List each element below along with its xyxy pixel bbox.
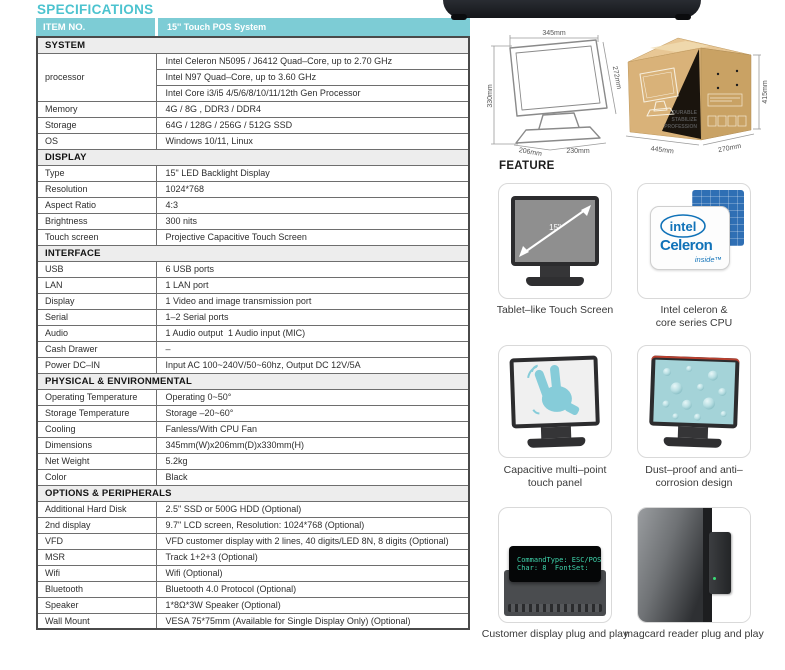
vfd-text-line2: Char: 8 FontSet: [517, 564, 589, 572]
spec-value: 345mm(W)x206mm(D)x330mm(H) [156, 437, 469, 453]
feature-card-dustproof [637, 345, 751, 458]
spec-row [37, 357, 469, 373]
section-header-row: DISPLAY [37, 149, 469, 165]
spec-value: – [156, 341, 469, 357]
spec-row [37, 565, 469, 581]
inside-tagline: inside™ [694, 255, 722, 264]
customer-display-image [499, 508, 611, 622]
spec-row [37, 133, 469, 149]
spec-label: OS [37, 133, 156, 149]
spec-value: Storage –20~60° [156, 405, 469, 421]
spec-row [37, 213, 469, 229]
spec-row [37, 453, 469, 469]
spec-value: Track 1+2+3 (Optional) [156, 549, 469, 565]
spec-value: 5.2kg [156, 453, 469, 469]
spec-label: 2nd display [37, 517, 156, 533]
spec-label: LAN [37, 277, 156, 293]
spec-label: Touch screen [37, 229, 156, 245]
product-photo-partial [443, 0, 701, 18]
spec-row [37, 53, 469, 69]
spec-value: Windows 10/11, Linux [156, 133, 469, 149]
spec-value: Input AC 100~240V/50~60hz, Output DC 12V/5A [156, 357, 469, 373]
dim-monitor-height: 330mm [487, 84, 494, 108]
spec-label: Net Weight [37, 453, 156, 469]
spec-row [37, 325, 469, 341]
multitouch-image [509, 355, 600, 448]
spec-label: Dimensions [37, 437, 156, 453]
spec-row [37, 533, 469, 549]
magcard-reader-block [709, 532, 731, 594]
dim-monitor-depth: 206mm [518, 147, 543, 158]
spec-value: 4:3 [156, 197, 469, 213]
spec-value: Black [156, 469, 469, 485]
spec-value: 6 USB ports [156, 261, 469, 277]
feature-card-intel-cpu [637, 183, 751, 299]
spec-value: 300 nits [156, 213, 469, 229]
dim-monitor-side: 272mm [610, 65, 623, 90]
intel-oval-icon [659, 213, 711, 239]
page-title: SPECIFICATIONS [37, 2, 154, 17]
spec-row [37, 181, 469, 197]
box-label-stabilize: STABILIZE [671, 117, 697, 123]
feature-card-customer-display [498, 507, 612, 623]
spec-label: Power DC–IN [37, 357, 156, 373]
dim-box-height: 415mm [762, 80, 769, 104]
spec-value: 1 LAN port [156, 277, 469, 293]
spec-value: 9.7" LCD screen, Resolution: 1024*768 (Optional) [156, 517, 469, 533]
svg-text:15": 15" [549, 223, 561, 232]
spec-value: 1 Video and image transmission port [156, 293, 469, 309]
spec-label: Wall Mount [37, 613, 156, 629]
spec-row [37, 549, 469, 565]
caption-intel-cpu: Intel celeron & core series CPU [655, 304, 733, 329]
spec-table-body [37, 37, 469, 629]
spec-value: Bluetooth 4.0 Protocol (Optional) [156, 581, 469, 597]
monitor-dimension-diagram [486, 26, 626, 158]
spec-value: 1*8Ω*3W Speaker (Optional) [156, 597, 469, 613]
spec-row [37, 469, 469, 485]
spec-value: VFD customer display with 2 lines, 40 digits/LED 8N, 8 digits (Optional) [156, 533, 469, 549]
spec-label: Additional Hard Disk [37, 501, 156, 517]
dim-monitor-width: 345mm [542, 30, 566, 37]
box-label-durable: DURABLE [672, 110, 697, 116]
magcard-reader-image [638, 508, 750, 622]
water-droplets-icon [653, 359, 735, 424]
spec-value: 1–2 Serial ports [156, 309, 469, 325]
spec-label: Storage [37, 117, 156, 133]
monitor-back-edge [638, 508, 707, 622]
spec-row [37, 405, 469, 421]
spec-row [37, 501, 469, 517]
spec-label: Wifi [37, 565, 156, 581]
spec-label: Cooling [37, 421, 156, 437]
spec-row [37, 117, 469, 133]
feature-card-multitouch [498, 345, 612, 458]
feature-heading: FEATURE [499, 160, 555, 172]
caption-multitouch: Capacitive multi–point touch panel [503, 464, 607, 489]
caption-magcard-reader: magcard reader plug and play [624, 628, 764, 640]
spec-row [37, 437, 469, 453]
spec-label: Color [37, 469, 156, 485]
spec-value: Fanless/With CPU Fan [156, 421, 469, 437]
spec-label: USB [37, 261, 156, 277]
spec-value: Intel N97 Quad–Core, up to 3.60 GHz [156, 69, 469, 85]
spec-value: Intel Celeron N5095 / J6412 Quad–Core, up to 2.70 GHz [156, 53, 469, 69]
spec-label: Resolution [37, 181, 156, 197]
caption-customer-display: Customer display plug and play [481, 628, 629, 640]
spec-label: Aspect Ratio [37, 197, 156, 213]
spec-value: Projective Capacitive Touch Screen [156, 229, 469, 245]
spec-row [37, 613, 469, 629]
spec-row [37, 261, 469, 277]
feature-card-magcard-reader [637, 507, 751, 623]
feature-card-touch-screen [498, 183, 612, 299]
spec-label: Type [37, 165, 156, 181]
spec-row [37, 309, 469, 325]
section-header-row: INTERFACE [37, 245, 469, 261]
spec-row [37, 597, 469, 613]
packing-box-diagram [620, 32, 782, 156]
touch-hand-icon [514, 359, 596, 424]
spec-label: Brightness [37, 213, 156, 229]
spec-value: Intel Core i3/i5 4/5/6/8/10/11/12th Gen Processor [156, 85, 469, 101]
spec-label: Audio [37, 325, 156, 341]
spec-value: 2.5" SSD or 500G HDD (Optional) [156, 501, 469, 517]
box-label-profession: PROFESSION [664, 124, 697, 130]
spec-table [36, 36, 470, 630]
dim-box-width: 445mm [650, 145, 675, 156]
touch-screen-image [511, 196, 599, 286]
spec-value: VESA 75*75mm (Available for Single Display Only) (Optional) [156, 613, 469, 629]
table-header-row [36, 18, 470, 36]
spec-row [37, 293, 469, 309]
vfd-text-line1: CommandType: ESC/POS [517, 555, 602, 564]
intel-celeron-logo [638, 184, 750, 298]
spec-label: Display [37, 293, 156, 309]
table-header-item-no: ITEM NO. [36, 18, 155, 36]
spec-row [37, 277, 469, 293]
spec-row [37, 165, 469, 181]
diagonal-arrow-icon [515, 200, 595, 262]
spec-row [37, 341, 469, 357]
spec-value: 4G / 8G , DDR3 / DDR4 [156, 101, 469, 117]
section-header-row: PHYSICAL & ENVIRONMENTAL [37, 373, 469, 389]
product-foot [451, 14, 467, 20]
caption-touch-screen: Tablet–like Touch Screen [496, 304, 614, 316]
spec-label: processor [37, 53, 156, 101]
section-header-row: SYSTEM [37, 37, 469, 53]
spec-label: Bluetooth [37, 581, 156, 597]
section-header-row: OPTIONS & PERIPHERALS [37, 485, 469, 501]
spec-row [37, 389, 469, 405]
spec-value: 1024*768 [156, 181, 469, 197]
vfd-screen [509, 546, 601, 582]
spec-row [37, 229, 469, 245]
spec-row [37, 421, 469, 437]
spec-row [37, 197, 469, 213]
svg-text:intel: intel [669, 219, 697, 234]
spec-value: 15" LED Backlight Display [156, 165, 469, 181]
dim-box-depth: 270mm [717, 142, 742, 155]
dustproof-image [648, 355, 739, 448]
spec-value: Operating 0~50° [156, 389, 469, 405]
dim-monitor-base: 230mm [566, 148, 590, 155]
table-header-product: 15'' Touch POS System [158, 18, 470, 36]
celeron-wordmark: Celeron [660, 237, 713, 254]
spec-label: VFD [37, 533, 156, 549]
spec-label: Speaker [37, 597, 156, 613]
spec-label: MSR [37, 549, 156, 565]
spec-label: Operating Temperature [37, 389, 156, 405]
spec-label: Storage Temperature [37, 405, 156, 421]
spec-value: Wifi (Optional) [156, 565, 469, 581]
spec-value: 64G / 128G / 256G / 512G SSD [156, 117, 469, 133]
spec-row [37, 581, 469, 597]
spec-row [37, 517, 469, 533]
spec-label: Serial [37, 309, 156, 325]
vfd-vent-slots [508, 604, 602, 612]
product-foot [675, 14, 691, 20]
spec-label: Cash Drawer [37, 341, 156, 357]
spec-row [37, 101, 469, 117]
reader-led [713, 577, 716, 580]
caption-dustproof: Dust–proof and anti– corrosion design [645, 464, 743, 489]
specifications-table [36, 18, 470, 630]
spec-label: Memory [37, 101, 156, 117]
spec-value: 1 Audio output 1 Audio input (MIC) [156, 325, 469, 341]
